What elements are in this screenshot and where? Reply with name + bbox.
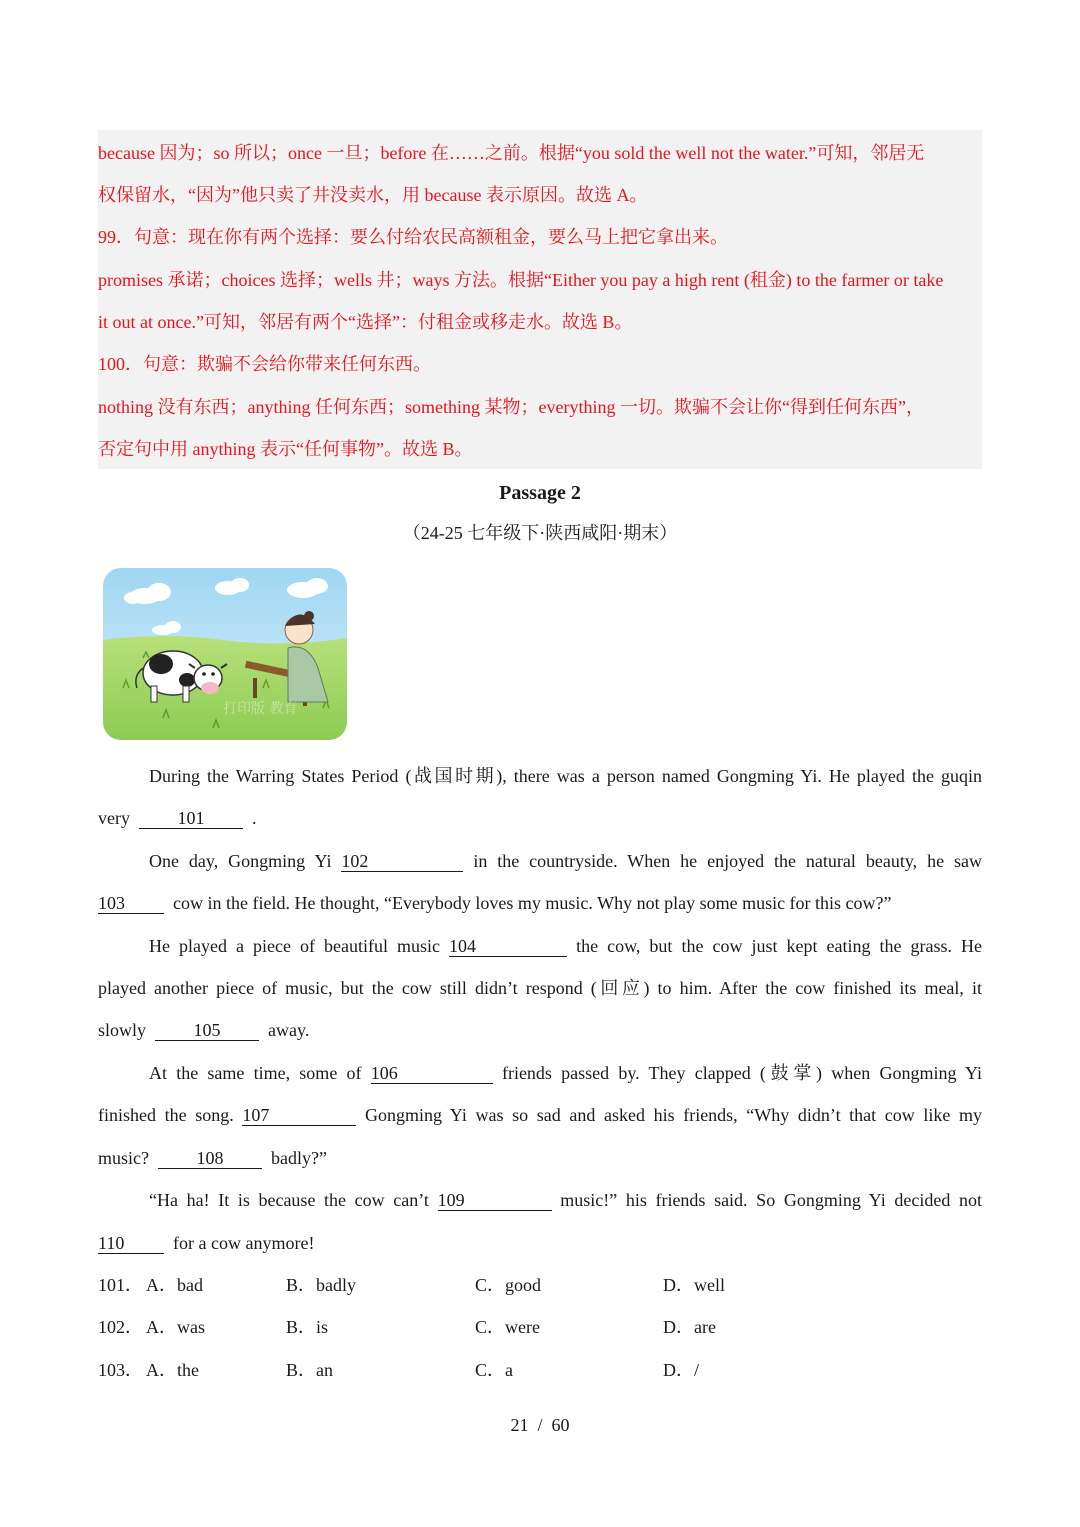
question-row	[98, 1358, 982, 1382]
blank-107[interactable]: 107	[242, 1105, 356, 1126]
passage-line: He played a piece of beautiful music 104 the cow, but the cow just kept eating the grass. He	[149, 936, 983, 956]
answer-line: promises 承诺；choices 选择；wells 井；ways 方法。根据“Either you pay a high rent (租金) to the farmer or take	[98, 270, 944, 290]
passage-line: During the Warring States Period (战国时期), there was a person named Gongming Yi. He played the guqin	[149, 766, 982, 786]
answer-line: 权保留水，“因为”他只卖了井没卖水，用 because 表示原因。故选 A。	[98, 185, 648, 205]
option-c[interactable]: C．were	[475, 1317, 540, 1337]
passage-line: 103 cow in the field. He thought, “Everybody loves my music. Why not play some music for this cow?”	[98, 893, 892, 913]
question-row	[98, 1273, 982, 1297]
option-b[interactable]: B．badly	[286, 1275, 356, 1295]
illustration-image	[103, 568, 347, 740]
answer-line: nothing 没有东西；anything 任何东西；something 某物；everything 一切。欺骗不会让你“得到任何东西”，	[98, 397, 924, 417]
passage-line: played another piece of music, but the cow still didn’t respond (回应) to him. After the cow finished its meal, it	[98, 978, 982, 998]
blank-105[interactable]: 105	[155, 1020, 259, 1041]
passage-line: music? 108 badly?”	[98, 1148, 327, 1168]
option-d[interactable]: D．are	[663, 1317, 716, 1337]
passage-line: 110 for a cow anymore!	[98, 1233, 315, 1253]
question-number: 102．	[98, 1317, 143, 1337]
passage-title: Passage 2	[499, 482, 581, 504]
option-d[interactable]: D．well	[663, 1275, 725, 1295]
illustration-cow-guqin	[103, 568, 347, 740]
passage-line: finished the song. 107 Gongming Yi was so sad and asked his friends, “Why didn’t that cow like my	[98, 1105, 983, 1125]
passage-line: One day, Gongming Yi 102 in the countryside. When he enjoyed the natural beauty, he saw	[149, 851, 983, 871]
question-number: 101．	[98, 1275, 143, 1295]
option-a[interactable]: A．was	[146, 1317, 205, 1337]
option-c[interactable]: C．a	[475, 1360, 513, 1380]
question-row	[98, 1315, 982, 1339]
answer-line: 100．句意：欺骗不会给你带来任何东西。	[98, 354, 431, 374]
page-number: 21 / 60	[510, 1415, 570, 1435]
passage-line: “Ha ha! It is because the cow can’t 109 music!” his friends said. So Gongming Yi decided not	[149, 1190, 983, 1210]
blank-110[interactable]: 110	[98, 1233, 164, 1254]
blank-102[interactable]: 102	[341, 851, 463, 872]
answer-line: 否定句中用 anything 表示“任何事物”。故选 B。	[98, 439, 473, 459]
passage-line: slowly 105 away.	[98, 1020, 310, 1040]
blank-103[interactable]: 103	[98, 893, 164, 914]
blank-106[interactable]: 106	[371, 1063, 493, 1084]
answer-line: because 因为；so 所以；once 一旦；before 在……之前。根据“you sold the well not the water.”可知，邻居无	[98, 143, 925, 163]
option-b[interactable]: B．an	[286, 1360, 333, 1380]
passage-line: At the same time, some of 106 friends passed by. They clapped (鼓掌) when Gongming Yi	[149, 1063, 983, 1083]
option-a[interactable]: A．bad	[146, 1275, 203, 1295]
answer-line: it out at once.”可知，邻居有两个“选择”：付租金或移走水。故选 B。	[98, 312, 633, 332]
illustration-watermark: 打印版 教育	[223, 701, 298, 717]
passage-source: （24-25 七年级下·陕西咸阳·期末）	[402, 523, 678, 543]
passage-line: very 101 .	[98, 808, 257, 828]
answer-line: 99．句意：现在你有两个选择：要么付给农民高额租金，要么马上把它拿出来。	[98, 227, 728, 247]
option-c[interactable]: C．good	[475, 1275, 542, 1295]
blank-101[interactable]: 101	[139, 808, 243, 829]
blank-109[interactable]: 109	[438, 1190, 552, 1211]
blank-108[interactable]: 108	[158, 1148, 262, 1169]
option-b[interactable]: B．is	[286, 1317, 329, 1337]
option-d[interactable]: D．/	[663, 1360, 699, 1380]
option-a[interactable]: A．the	[146, 1360, 199, 1380]
blank-104[interactable]: 104	[449, 936, 567, 957]
question-number: 103．	[98, 1360, 143, 1380]
